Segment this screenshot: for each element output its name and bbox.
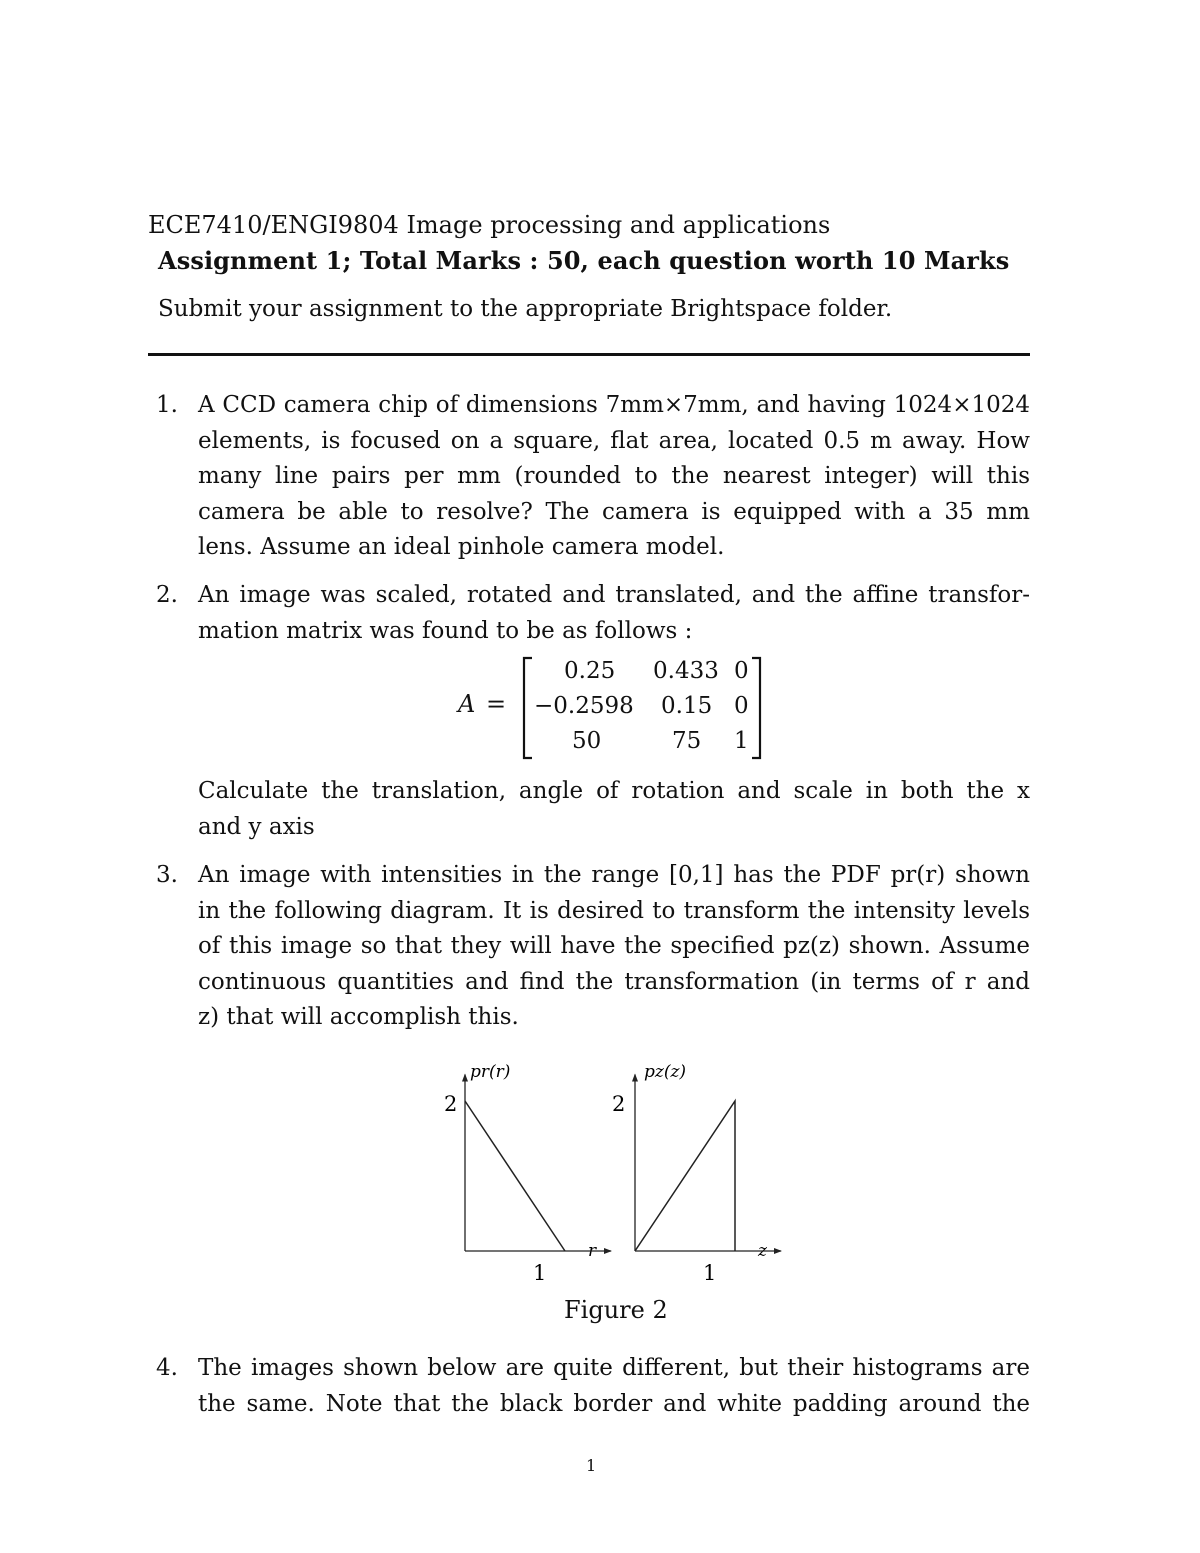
x-axis-label: z [758, 1241, 767, 1261]
pdf-line [465, 1101, 565, 1251]
x-axis-arrow [774, 1248, 782, 1254]
question-line: The images shown below are quite different, but their histograms are [198, 1355, 1030, 1381]
header-rule [148, 353, 1030, 356]
matrix-label: A [458, 690, 476, 718]
question-line: and y axis [198, 813, 315, 840]
question-line: An image with intensities in the range [0,1] has the PDF pr(r) shown [198, 862, 1030, 888]
question-line: the same. Note that the black border and white padding around the [198, 1390, 1030, 1417]
question-line: z) that will accomplish this. [198, 1004, 519, 1030]
question-line: mation matrix was found to be as follows : [198, 617, 693, 644]
question-1 [156, 388, 1030, 566]
x-axis-arrow [604, 1248, 612, 1254]
question-2-followup [156, 774, 1030, 845]
y-tick-label: 2 [612, 1092, 626, 1116]
matrix-equals: = [486, 690, 507, 718]
question-number: 1. [156, 392, 178, 418]
question-line: lens. Assume an ideal pinhole camera model. [198, 534, 725, 560]
question-line: in the following diagram. It is desired to transform the intensity levels [198, 897, 1030, 924]
matrix-cell: 0.15 [661, 693, 713, 719]
question-4 [156, 1351, 1030, 1422]
affine-matrix [520, 656, 764, 760]
figure-caption: Figure 2 [564, 1296, 668, 1324]
plot-pz [612, 1062, 782, 1285]
question-2 [156, 578, 1030, 649]
question-number: 4. [156, 1355, 178, 1381]
question-line: continuous quantities and find the transformation (in terms of r and [198, 968, 1030, 995]
question-line: An image was scaled, rotated and translated, and the affine transfor- [198, 582, 1030, 608]
matrix-cell: 0 [734, 658, 749, 684]
matrix-cell: 1 [734, 728, 749, 754]
assignment-heading: Assignment 1; Total Marks : 50, each question worth 10 Marks [158, 246, 1010, 275]
matrix-cell: −0.2598 [534, 693, 634, 719]
question-number: 2. [156, 582, 178, 608]
question-line: camera be able to resolve? The camera is equipped with a 35 mm [198, 498, 1030, 525]
submission-instructions: Submit your assignment to the appropriate Brightspace folder. [158, 296, 893, 322]
question-line: elements, is focused on a square, flat area, located 0.5 m away. How [198, 427, 1030, 454]
question-number: 3. [156, 862, 178, 888]
matrix-cell: 50 [572, 728, 602, 754]
matrix-cell: 0.433 [653, 658, 719, 684]
figure-2-plots [430, 1055, 790, 1285]
x-tick-label: 1 [533, 1261, 547, 1285]
y-axis-arrow [462, 1074, 468, 1082]
matrix-cell: 0.25 [564, 658, 616, 684]
question-line: of this image so that they will have the specified pz(z) shown. Assume [198, 933, 1030, 959]
y-tick-label: 2 [444, 1092, 458, 1116]
y-axis-label: pz(z) [644, 1062, 687, 1082]
x-tick-label: 1 [703, 1261, 717, 1285]
page-number: 1 [586, 1456, 597, 1475]
matrix-cell: 0 [734, 693, 749, 719]
course-title: ECE7410/ENGI9804 Image processing and applications [148, 211, 831, 239]
y-axis-label: pr(r) [470, 1062, 511, 1082]
matrix-cell: 75 [672, 728, 702, 754]
question-3 [156, 858, 1030, 1036]
x-axis-label: r [588, 1241, 597, 1261]
question-line: many line pairs per mm (rounded to the nearest integer) will this [198, 463, 1030, 489]
plot-pr [444, 1062, 612, 1285]
question-line: Calculate the translation, angle of rotation and scale in both the x [198, 778, 1030, 804]
y-axis-arrow [632, 1074, 638, 1082]
pdf-line [635, 1101, 735, 1251]
question-line: A CCD camera chip of dimensions 7mm×7mm, and having 1024×1024 [198, 392, 1030, 418]
